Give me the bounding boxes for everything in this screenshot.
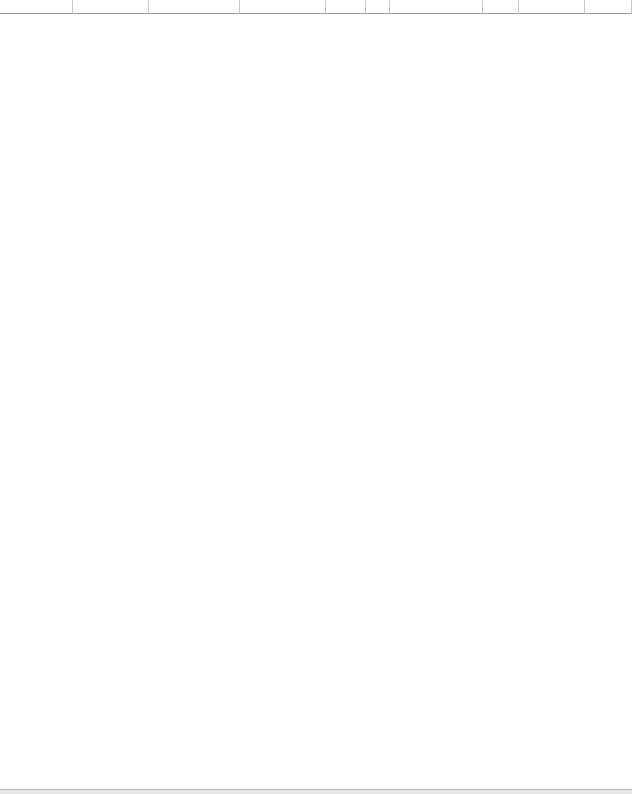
header-venue[interactable] <box>519 0 585 14</box>
header-round[interactable] <box>73 0 149 14</box>
header-team2[interactable] <box>390 0 483 14</box>
header-versus[interactable] <box>366 0 390 14</box>
header-date[interactable] <box>0 0 73 14</box>
header-row <box>0 0 632 14</box>
header-score1[interactable] <box>326 0 366 14</box>
header-kickoff[interactable] <box>585 0 632 14</box>
header-team1[interactable] <box>240 0 326 14</box>
header-pool[interactable] <box>149 0 240 14</box>
sheet-tabs-strip[interactable] <box>0 789 632 794</box>
header-score2[interactable] <box>483 0 519 14</box>
